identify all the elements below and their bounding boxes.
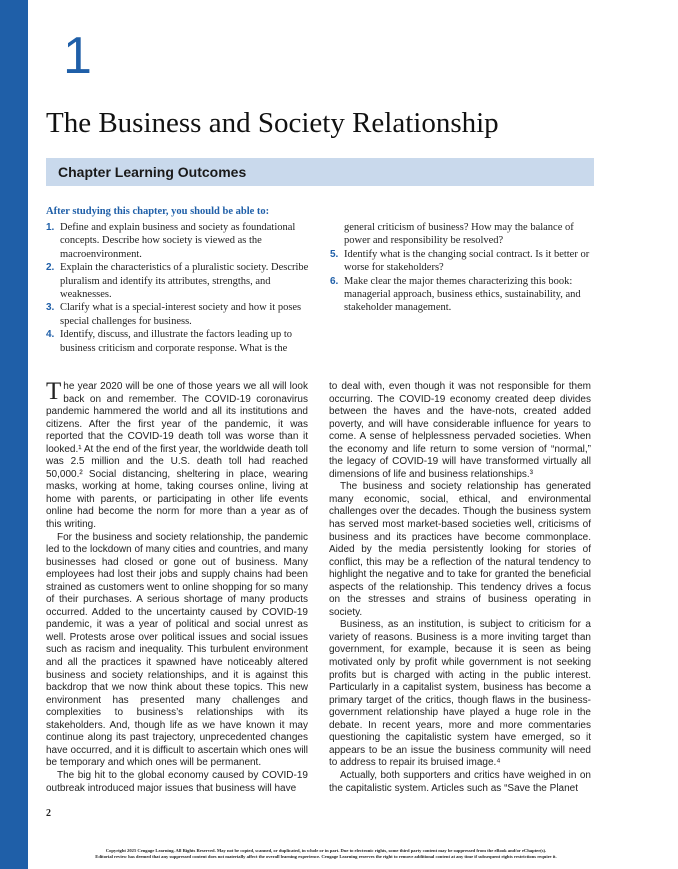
body-paragraph [46, 378, 308, 532]
objective-text: Identify, discuss, and illustrate the factors leading up to business criticism and corporate response. What is the [60, 329, 293, 354]
objective-number: 1. [46, 222, 55, 233]
chapter-number: 1 [63, 27, 92, 85]
objective-text: Make clear the major themes characterizing this book: managerial approach, business ethics, sustainability, and stakeholder management. [344, 275, 581, 314]
footer-line: Copyright 2025 Cengage Learning. All Rights Reserved. May not be copied, scanned, or duplicated, in whole or in part. Due to electronic rights, some third party content may be suppressed from the eBook and/or eChapter(s). [105, 848, 547, 853]
chapter-title: The Business and Society Relationship [46, 107, 499, 139]
footer-line: Editorial review has deemed that any suppressed content does not materially affect the overall learning experience. Cengage Learning reserves the right to remove additional content at any time if subsequent rights restrictions require it. [95, 854, 557, 859]
objective-item [46, 301, 311, 328]
body-paragraph: The business and society relationship has generated many economic, social, ethical, and environmental challenges over the decades. Though the business system has served most market-based societies well, criticisms of business and its practices have become commonplace. Aided by the media persistently looking for stories of conflict, this may be a reflection of the natural tendency to highlight the negative and to take for granted the beneficial aspects of the relationship. This tendency drives a focus on the stresses and strains of business operating in society. [329, 481, 591, 618]
objective-number: 5. [330, 248, 339, 260]
learning-outcomes-heading: Chapter Learning Outcomes [46, 158, 594, 186]
body-right-column [329, 381, 591, 795]
objective-number [330, 221, 344, 248]
objective-number: 3. [46, 302, 55, 314]
body-paragraph: Business, as an institution, is subject to criticism for a variety of reasons. Business is a more inviting target than government, for example, because it is seen as being motivated only by profit while government is not seeking profits but is charged with acting in the public interest. Particularly in a capitalist system, business has become a primary target of the critics, though flaws in the business-government relationship have played a huge role in the debate. In recent years, more and more commentaries questioning the capitalistic system have emerged, so it appears to be an issue the business community will need to address to repair its bruised image.⁴ [329, 619, 591, 769]
drop-cap: T [46, 378, 62, 405]
chapter-side-bar [0, 0, 28, 869]
copyright-footer [46, 848, 606, 860]
body-paragraph: to deal with, even though it was not responsible for them occurring. The COVID-19 economy created deep divides between the haves and the have-nots, created added poverty, and will have considerable influence for years to come. A sense of helplessness pervaded societies. When the economy and life return to some version of “normal,” the legacy of COVID-19 will have transformed virtually all dimensions of life and business relationships.³ [329, 381, 591, 480]
objective-item [46, 261, 311, 301]
objective-number: 6. [330, 275, 339, 287]
paragraph-text: he year 2020 will be one of those years we all will look back on and remember. The COVID-19 coronavirus pandemic hammered the world and all its institutions and citizens. After the first year of the pandemic, it was reported that the COVID-19 death toll was worse than it looked.¹ At the end of the first year, the worldwide death toll was 2.5 million and the U.S. death toll had reached 50,000.² Social distancing, sheltering in place, wearing masks, working at home, taking courses online, living at home with parents, or participating in other life events online had become the norm for more than a year as of this writing. [46, 381, 308, 531]
objective-item [330, 221, 595, 248]
objective-item [46, 328, 311, 355]
objective-number: 2. [46, 262, 55, 274]
objective-text: Clarify what is a special-interest society and how it poses special challenges for business. [60, 302, 302, 327]
body-left-column [46, 378, 308, 795]
objectives-left-column [46, 221, 311, 355]
objective-text: Identify what is the changing social contract. Is it better or worse for stakeholders? [344, 248, 590, 274]
objective-text: general criticism of business? How may the balance of power and responsibility be resolved? [344, 222, 574, 247]
body-paragraph: The big hit to the global economy caused by COVID-19 outbreak introduced major issues that business will have [46, 769, 308, 794]
body-paragraph: Actually, both supporters and critics have weighed in on the capitalistic system. Articles such as “Save the Planet [329, 769, 591, 794]
objective-number: 4. [46, 329, 55, 341]
learning-outcomes-intro: After studying this chapter, you should be able to: [46, 206, 270, 217]
objective-item [330, 248, 595, 275]
objective-text: Define and explain business and society as foundational concepts. Describe how society is viewed as the macroenvironment. [60, 222, 296, 260]
objectives-right-column [330, 221, 595, 315]
objective-text: Explain the characteristics of a pluralistic society. Describe pluralism and identify its attributes, strengths, and weaknesses. [60, 262, 309, 301]
objective-item [330, 275, 595, 315]
body-paragraph: For the business and society relationship, the pandemic led to the lockdown of many cities and countries, and many businesses had closed or gone out of business. Many employees had lost their jobs and supply chains had been strained as customers went to online shopping for so many of their purchases. A serious shortage of many products occurred. Added to the uncertainty caused by COVID-19 pandemic, it was a year of political and social unrest as well. Protests arose over political issues and social issues such as racism and inequality. This turbulent environment and all the practices it spawned have noticeably altered business and society relationships, and it is against this backdrop that we now think about these topics. This new environment has presented many challenges and complexities to business’s relationships with its stakeholders. And, though life as we have known it may continue along its past trajectory, unprecedented changes have occurred, and it is difficult to ascertain which ones will be temporary and which ones will be permanent. [46, 531, 308, 769]
objective-item [46, 221, 311, 261]
page-number: 2 [46, 808, 51, 819]
